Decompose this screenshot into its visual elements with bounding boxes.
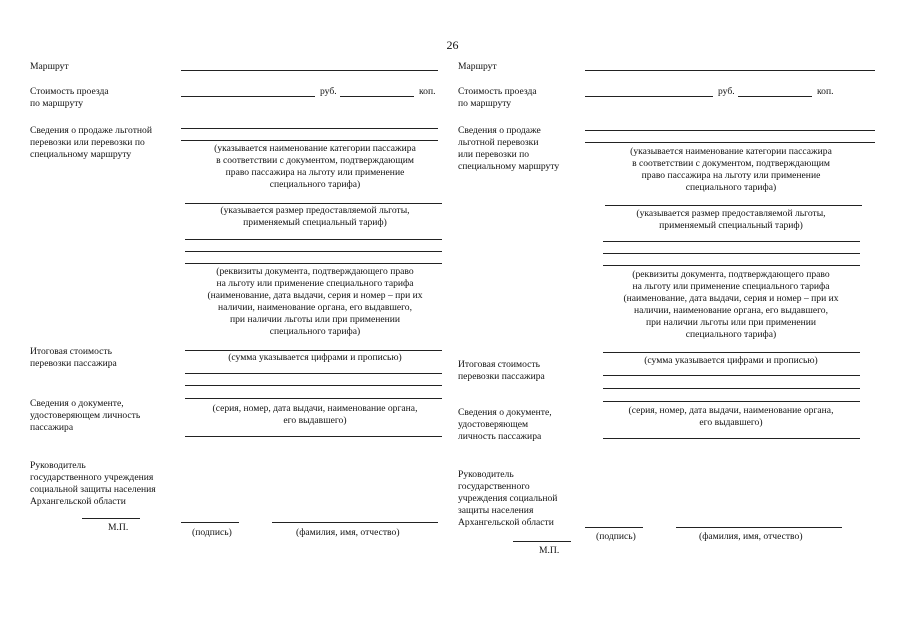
sale-field-1[interactable] (181, 128, 438, 129)
head-label-line2: государственного учреждения (30, 472, 154, 483)
total-words-field-2[interactable] (603, 388, 860, 389)
doc-label-line1: Сведения о документе, (458, 407, 552, 418)
note-sum: (сумма указывается цифрами и прописью) (228, 352, 402, 363)
page-number: 26 (446, 38, 459, 52)
sale-label-line2: перевозки или перевозки по (30, 137, 145, 148)
route-label: Маршрут (30, 61, 69, 72)
sale-field-2[interactable] (181, 140, 438, 141)
requisites-field-2[interactable] (603, 253, 860, 254)
note-category-line1: (указывается наименование категории пассажира (214, 143, 416, 154)
kop-label: коп. (817, 86, 834, 97)
note-benefit-line1: (указывается размер предоставляемой льготы, (220, 205, 410, 216)
benefit-field[interactable] (605, 205, 862, 206)
stamp-mp: М.П. (539, 545, 560, 556)
signature-caption: (подпись) (192, 527, 232, 538)
doc-field[interactable] (185, 398, 442, 399)
note-requisites-line3: (наименование, дата выдачи, серия и номер – при их (623, 293, 839, 304)
note-benefit-line1: (указывается размер предоставляемой льготы, (636, 208, 826, 219)
sale-label-line3: специальному маршруту (30, 149, 132, 160)
sale-label-line2: льготной перевозки (458, 137, 539, 148)
fare-label-line2: по маршруту (30, 98, 84, 109)
note-requisites-line1: (реквизиты документа, подтверждающего право (632, 269, 830, 280)
doc-label-line1: Сведения о документе, (30, 398, 124, 409)
note-category-line4: специального тарифа) (269, 179, 361, 190)
note-requisites-line1: (реквизиты документа, подтверждающего право (216, 266, 414, 277)
benefit-field[interactable] (185, 203, 442, 204)
doc-label-line2: удостоверяющем (458, 419, 529, 430)
note-category-line3: право пассажира на льготу или применение (225, 167, 405, 178)
total-words-field-2[interactable] (185, 385, 442, 386)
doc-label-line3: пассажира (30, 422, 74, 433)
fio-caption: (фамилия, имя, отчество) (699, 531, 803, 542)
requisites-field-3[interactable] (185, 263, 442, 264)
sale-label-line1: Сведения о продаже (458, 125, 541, 136)
stamp-mp: М.П. (108, 522, 129, 533)
rub-label: руб. (320, 86, 337, 97)
note-doc-line1: (серия, номер, дата выдачи, наименование органа, (212, 403, 418, 414)
total-words-field-1[interactable] (603, 375, 860, 376)
sale-field-1[interactable] (585, 130, 875, 131)
sale-field-2[interactable] (585, 142, 875, 143)
total-field[interactable] (185, 350, 442, 351)
note-category-line2: в соответствии с документом, подтверждающим (632, 158, 830, 169)
doc-field[interactable] (603, 401, 860, 402)
doc-label-line3: личность пассажира (458, 431, 542, 442)
note-category-line2: в соответствии с документом, подтверждающим (216, 155, 414, 166)
signature-caption: (подпись) (596, 531, 636, 542)
note-benefit-line2: применяемый специальный тариф) (659, 220, 803, 231)
note-requisites-line4: наличии, наименование органа, его выдавшего, (218, 302, 412, 313)
requisites-field-1[interactable] (603, 241, 860, 242)
doc-field-2[interactable] (603, 438, 860, 439)
note-sum: (сумма указывается цифрами и прописью) (644, 355, 818, 366)
head-label-line1: Руководитель (458, 469, 514, 480)
kop-label: коп. (419, 86, 436, 97)
head-label-line3: социальной защиты населения (30, 484, 156, 495)
fare-label-line2: по маршруту (458, 98, 512, 109)
rub-label: руб. (718, 86, 735, 97)
sale-label-line1: Сведения о продаже льготной (30, 125, 152, 136)
signature-field[interactable] (585, 527, 643, 528)
route-label: Маршрут (458, 61, 497, 72)
doc-label-line2: удостоверяющем личность (30, 410, 141, 421)
fio-field[interactable] (272, 522, 438, 523)
fare-kop-field[interactable] (738, 96, 812, 97)
note-category-line1: (указывается наименование категории пассажира (630, 146, 832, 157)
head-label-line4: Архангельской области (30, 496, 126, 507)
fare-rub-field[interactable] (585, 96, 713, 97)
total-label-line2: перевозки пассажира (30, 358, 117, 369)
note-category-line4: специального тарифа) (685, 182, 777, 193)
fio-caption: (фамилия, имя, отчество) (296, 527, 400, 538)
fio-field[interactable] (676, 527, 842, 528)
note-doc-line2: его выдавшего) (283, 415, 347, 426)
head-label-line5: Архангельской области (458, 517, 554, 528)
sale-label-line4: специальному маршруту (458, 161, 560, 172)
head-label-line4: защиты населения (458, 505, 534, 516)
note-doc-line2: его выдавшего) (699, 417, 763, 428)
doc-field-2[interactable] (185, 436, 442, 437)
head-label-line2: государственного (458, 481, 530, 492)
note-category-line3: право пассажира на льготу или применение (641, 170, 821, 181)
note-requisites-line5: при наличии льготы или при применении (645, 317, 817, 328)
note-requisites-line2: на льготу или применение специального тарифа (216, 278, 414, 289)
note-doc-line1: (серия, номер, дата выдачи, наименование органа, (628, 405, 834, 416)
total-label-line2: перевозки пассажира (458, 371, 545, 382)
signature-field[interactable] (181, 522, 239, 523)
requisites-field-3[interactable] (603, 265, 860, 266)
route-field[interactable] (585, 70, 875, 71)
note-requisites-line3: (наименование, дата выдачи, серия и номер – при их (207, 290, 423, 301)
total-label-line1: Итоговая стоимость (30, 346, 112, 357)
stamp-line[interactable] (82, 518, 140, 519)
fare-rub-field[interactable] (181, 96, 315, 97)
requisites-field-1[interactable] (185, 239, 442, 240)
note-requisites-line4: наличии, наименование органа, его выдавшего, (634, 305, 828, 316)
requisites-field-2[interactable] (185, 251, 442, 252)
total-label-line1: Итоговая стоимость (458, 359, 540, 370)
note-benefit-line2: применяемый специальный тариф) (243, 217, 387, 228)
note-requisites-line5: при наличии льготы или при применении (229, 314, 401, 325)
sale-label-line3: или перевозки по (458, 149, 530, 160)
total-words-field-1[interactable] (185, 373, 442, 374)
note-requisites-line6: специального тарифа) (269, 326, 361, 337)
fare-kop-field[interactable] (340, 96, 414, 97)
note-requisites-line6: специального тарифа) (685, 329, 777, 340)
head-label-line3: учреждения социальной (458, 493, 558, 504)
route-field[interactable] (181, 70, 438, 71)
head-label-line1: Руководитель (30, 460, 86, 471)
fare-label-line1: Стоимость проезда (30, 86, 109, 97)
note-requisites-line2: на льготу или применение специального тарифа (632, 281, 830, 292)
fare-label-line1: Стоимость проезда (458, 86, 537, 97)
stamp-line[interactable] (513, 541, 571, 542)
total-field[interactable] (603, 352, 860, 353)
